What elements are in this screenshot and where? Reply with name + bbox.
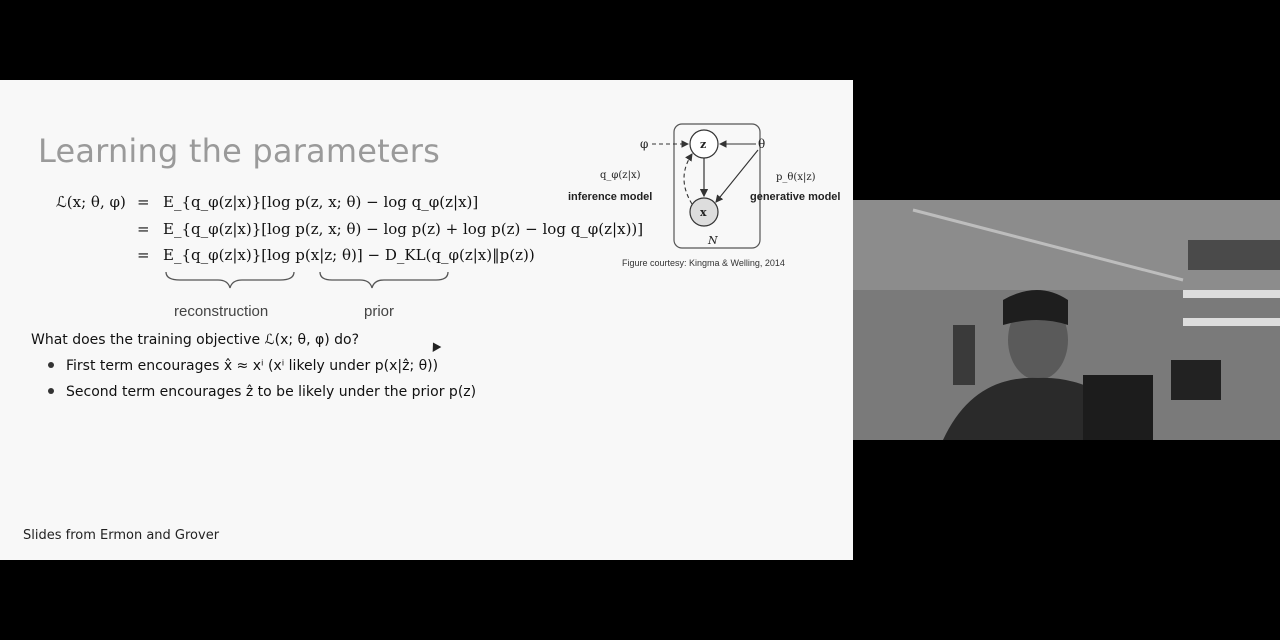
- equation-line-1: E_{q_φ(z|x)}[log p(z, x; θ) − log q_φ(z|x)]: [163, 193, 479, 211]
- equals-sign: =: [137, 246, 150, 264]
- phi-symbol: φ: [640, 137, 649, 151]
- prior-brace: [320, 272, 448, 288]
- equals-sign: =: [137, 193, 150, 211]
- webcam-scene: [853, 200, 1280, 440]
- prior-label: prior: [364, 303, 395, 320]
- reconstruction-brace: [166, 272, 294, 288]
- theta-symbol: θ: [758, 137, 766, 151]
- graphical-model-figure: [560, 118, 853, 258]
- slide-title: Learning the parameters: [38, 132, 440, 170]
- slide-footer: Slides from Ermon and Grover: [23, 528, 220, 543]
- bullet-item: [48, 358, 438, 374]
- reconstruction-label: reconstruction: [174, 303, 269, 320]
- equation-line-2: E_{q_φ(z|x)}[log p(z, x; θ) − log p(z) + log p(z) − log q_φ(z|x))]: [163, 220, 644, 238]
- equals-sign: =: [137, 220, 150, 238]
- bullet-text: First term encourages x̂ ≈ xⁱ (xⁱ likely under p(x|ẑ; θ)): [66, 358, 439, 374]
- plate-label: N: [708, 234, 718, 247]
- inference-model-label: inference model: [568, 191, 653, 203]
- equation-line-3: E_{q_φ(z|x)}[log p(x|z; θ)] − D_KL(q_φ(z|x)‖p(z)): [163, 246, 535, 264]
- slide: [0, 80, 853, 560]
- bullet-text: Second term encourages ẑ to be likely under the prior p(z): [66, 384, 477, 400]
- objective-lhs: ℒ(x; θ, φ): [56, 193, 126, 211]
- generative-model-label: generative model: [750, 191, 841, 203]
- bullet-icon: [48, 388, 54, 394]
- underbraces: [160, 270, 460, 300]
- bullet-item: [48, 384, 476, 400]
- webcam-feed: [853, 200, 1280, 440]
- mouse-cursor-icon: [429, 340, 442, 352]
- question-text: What does the training objective ℒ(x; θ, φ) do?: [31, 332, 360, 348]
- q-label: q_φ(z|x): [600, 170, 641, 181]
- z-node-label: z: [700, 138, 707, 151]
- figure-caption: Figure courtesy: Kingma & Welling, 2014: [622, 258, 785, 268]
- p-label: p_θ(x|z): [776, 172, 816, 183]
- x-node-label: x: [700, 206, 707, 219]
- x-to-z-dashed-edge: [684, 154, 692, 204]
- bullet-icon: [48, 362, 54, 368]
